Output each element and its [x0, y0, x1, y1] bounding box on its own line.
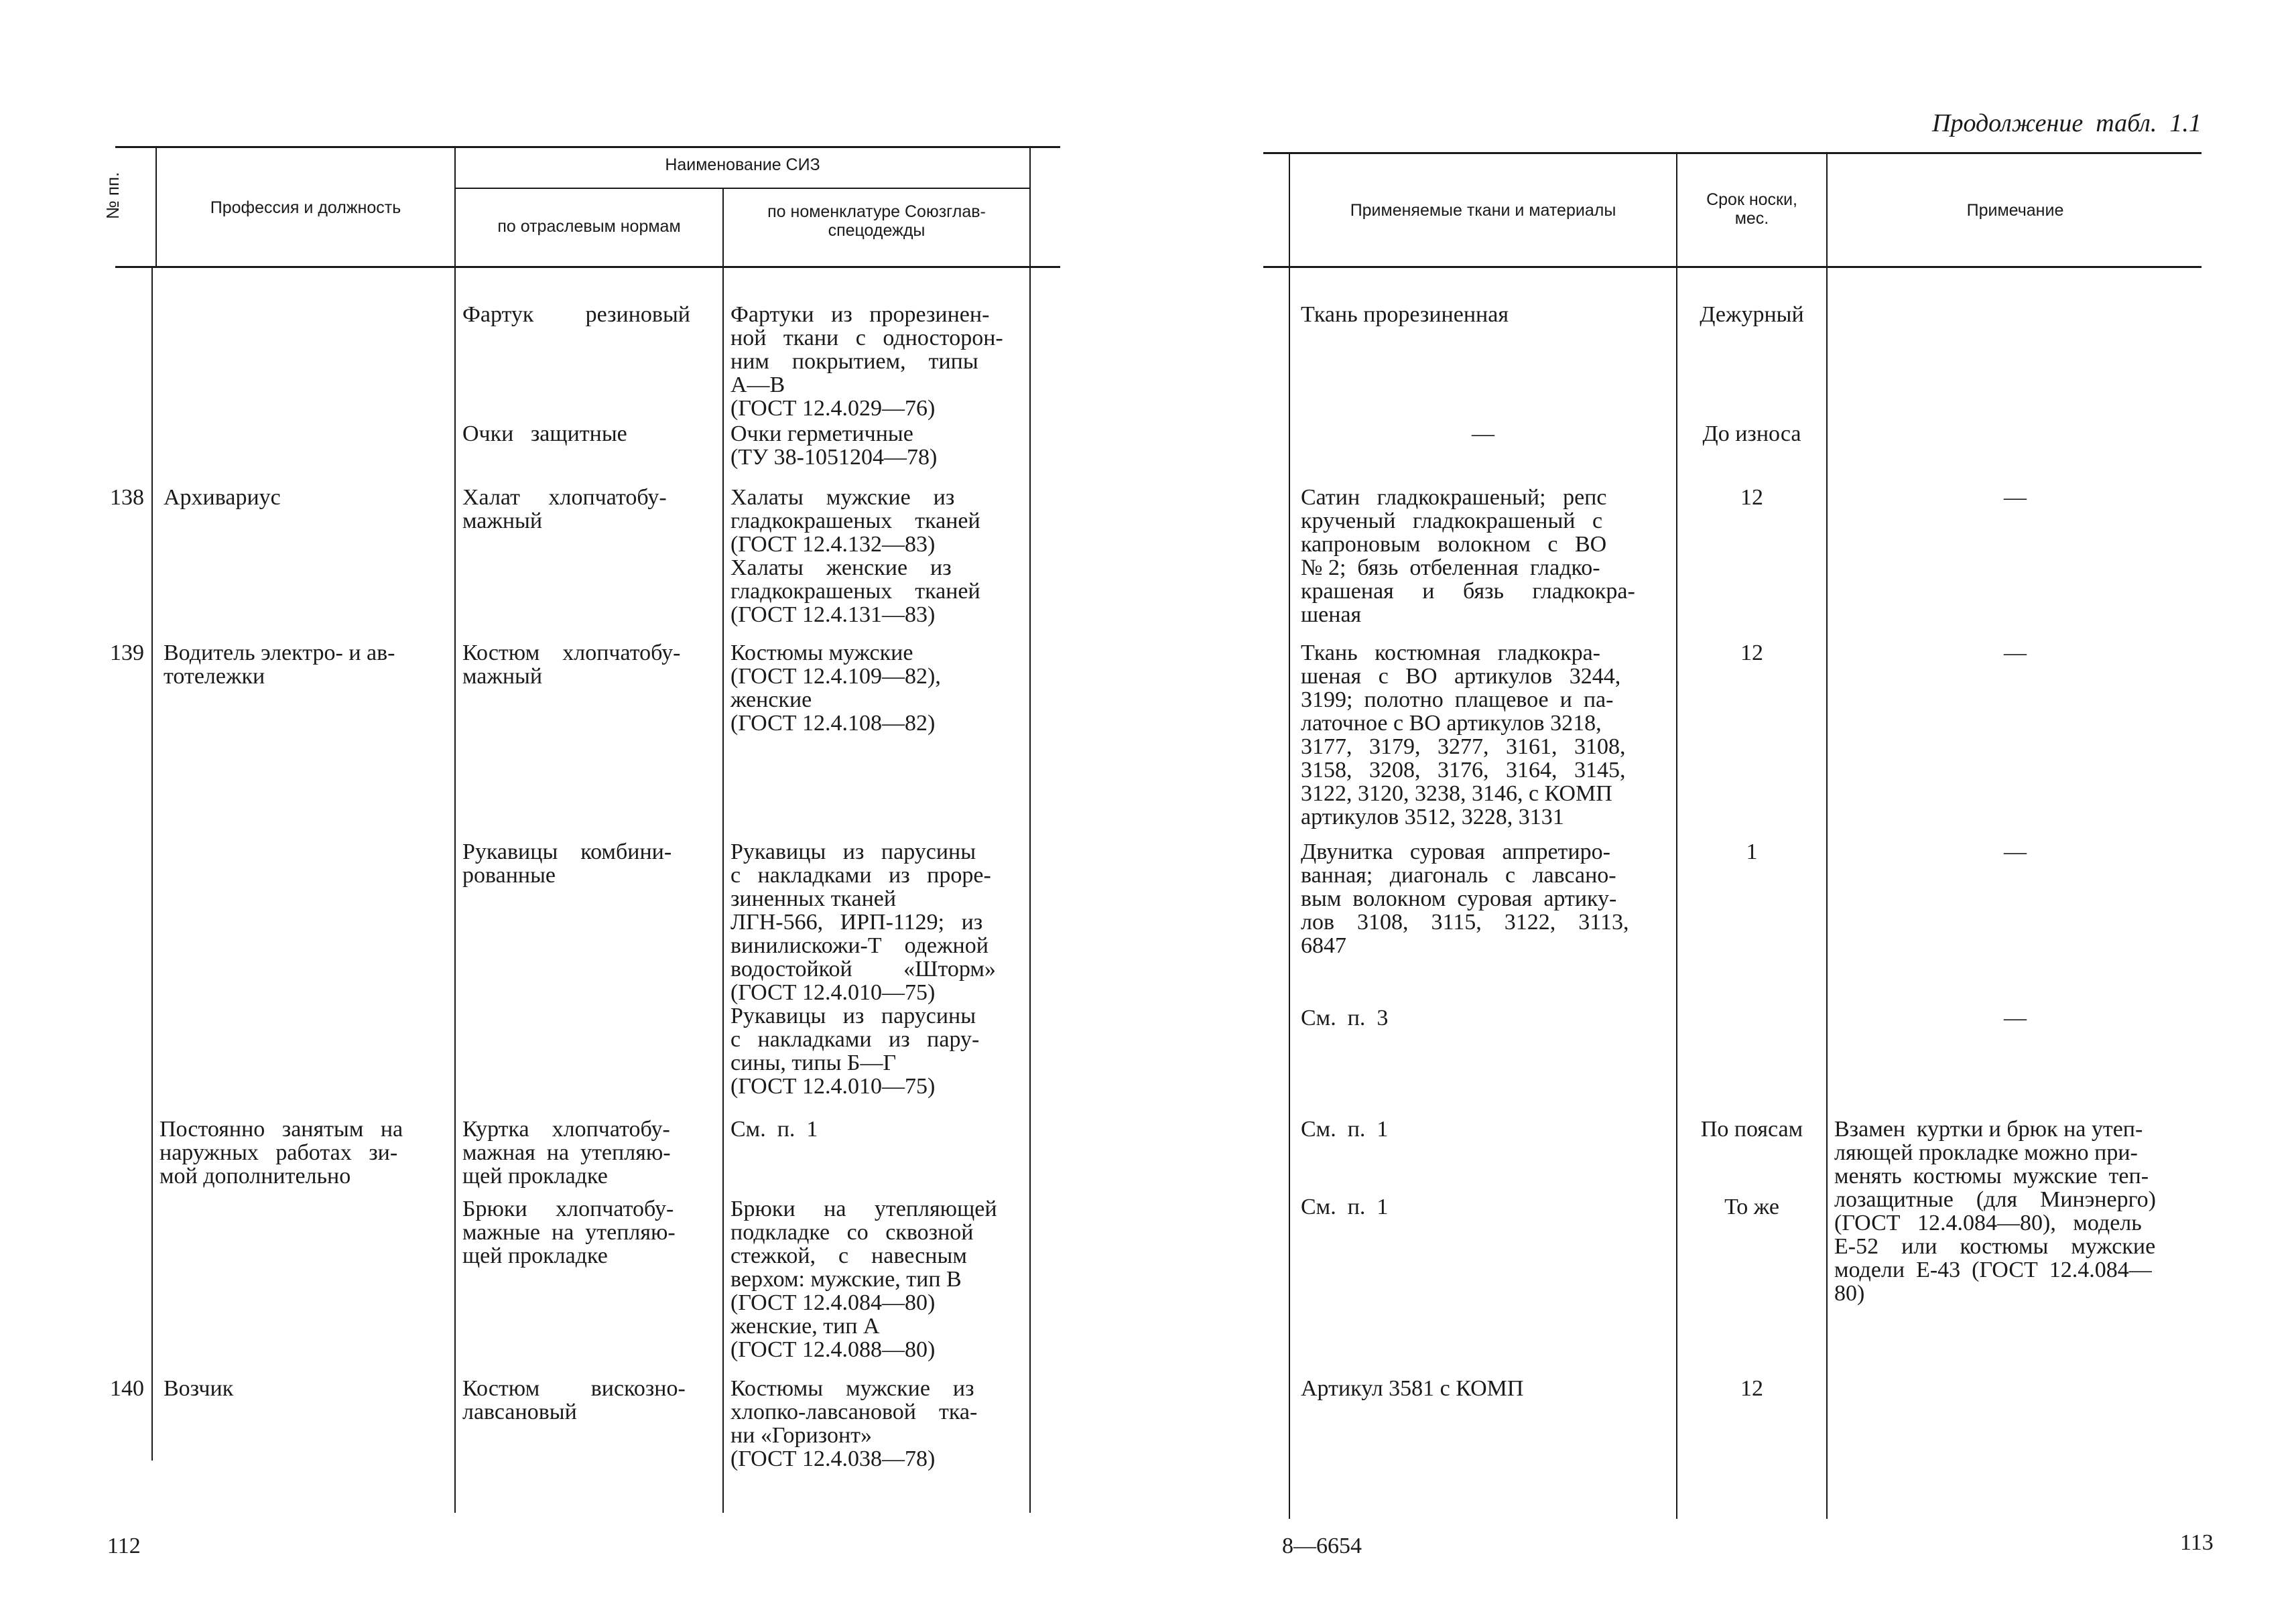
right-page: [1148, 0, 2296, 1622]
cell-industry: Костюм вискозно- лавсановый: [462, 1376, 686, 1424]
header-by-industry: по отраслевым нормам: [497, 217, 681, 236]
cell-profession: Архивариус: [164, 485, 281, 510]
cell-industry: Очки защитные: [462, 421, 627, 446]
cell-materials: Ткань костюмная гладкокра- шеная с ВО артикулов 3244, 3199; полотно плащевое и па- латочное с ВО артикулов 3218, 3177, 3179, 3277, 3161, 3108, 3158, 3208, 3176, 3164, 3145, 3122, 3120, 3238, 3146, с КОМП артикулов 3512, 3228, 3131: [1301, 640, 1626, 829]
cell-term: Дежурный: [1700, 302, 1804, 327]
cell-profession: Возчик: [164, 1376, 234, 1401]
continuation-label: Продолжение табл. 1.1: [1932, 109, 2202, 137]
cell-materials: См. п. 1: [1301, 1195, 1389, 1219]
cell-term: До износа: [1702, 421, 1801, 446]
cell-materials: См. п. 3: [1301, 1006, 1389, 1030]
cell-industry: Костюм хлопчатобу- мажный: [462, 640, 681, 689]
cell-profession: Водитель электро- и ав- тотележки: [164, 640, 395, 689]
subheader-rule: [454, 188, 1031, 189]
header-bottom-rule: [1263, 266, 2202, 268]
page-number: 113: [2180, 1530, 2214, 1555]
header-siz-group: Наименование СИЗ: [665, 155, 820, 174]
cell-materials: Двунитка суровая аппретиро- ванная; диагональ с лавсано- вым волокном суровая артику- лов 3108, 3115, 3122, 3113, 6847: [1301, 839, 1629, 958]
cell-materials: Сатин гладкокрашеный; репс крученый гладкокрашеный с капроновым волокном с ВО № 2; бязь отбеленная гладко- крашеная и бязь гладкокра- шеная: [1301, 485, 1635, 627]
page-number: 112: [107, 1534, 141, 1558]
header-note: Примечание: [1966, 201, 2064, 220]
cell-nomenclature: Халаты мужские из гладкокрашеных тканей (ГОСТ 12.4.132—83) Халаты женские из гладкокрашеных тканей (ГОСТ 12.4.131—83): [730, 485, 980, 627]
col-divider: [454, 146, 456, 1513]
cell-materials: —: [1472, 421, 1494, 446]
cell-term: 12: [1740, 640, 1763, 665]
cell-industry: Куртка хлопчатобу- мажная на утепляю- щей прокладке: [462, 1117, 671, 1189]
cell-profession: Постоянно занятым на наружных работах зи- мой дополнительно: [160, 1117, 403, 1189]
header-num: № пп.: [103, 172, 123, 220]
cell-term: То же: [1724, 1195, 1779, 1219]
cell-term: 12: [1740, 485, 1763, 510]
cell-note: —: [2004, 640, 2027, 665]
cell-note: —: [2004, 485, 2027, 510]
cell-industry: Рукавицы комбини- рованные: [462, 839, 672, 888]
cell-industry: Халат хлопчатобу- мажный: [462, 485, 667, 533]
cell-materials: Ткань прорезиненная: [1301, 302, 1509, 327]
col-divider: [1029, 146, 1031, 1513]
header-term: Срок носки, мес.: [1706, 190, 1797, 228]
col-divider: [722, 188, 724, 1513]
row-number: 138: [110, 485, 144, 510]
col-divider: [1289, 152, 1290, 1519]
cell-nomenclature: Брюки на утепляющей подкладке со сквозной стежкой, с навесным верхом: мужские, тип В (ГОСТ 12.4.084—80) женские, тип А (ГОСТ 12.4.088—80): [730, 1197, 997, 1362]
header-profession: Профессия и должность: [210, 198, 401, 217]
cell-note: Взамен куртки и брюк на утеп- ляющей прокладке можно при- менять костюмы мужские теп- лозащитные (для Минэнерго) (ГОСТ 12.4.084—80), модель Е-52 или костюмы мужские модели Е-43 (ГОСТ 12.4.084— 80): [1834, 1117, 2157, 1306]
header-by-nomenclature: по номенклатуре Союзглав- спецодежды: [767, 202, 986, 240]
row-number: 139: [110, 640, 144, 665]
cell-industry: Брюки хлопчатобу- мажные на утепляю- щей прокладке: [462, 1197, 676, 1268]
cell-nomenclature: Фартуки из прорезинен- ной ткани с односторон- ним покрытием, типы А—В (ГОСТ 12.4.029—76): [730, 302, 1003, 421]
cell-note: —: [2004, 839, 2027, 864]
cell-term: По поясам: [1700, 1117, 1803, 1142]
cell-nomenclature: Очки герметичные (ТУ 38-1051204—78): [730, 421, 938, 470]
header-materials: Применяемые ткани и материалы: [1350, 201, 1616, 220]
cell-nomenclature: Рукавицы из парусины с накладками из проре- зиненных тканей ЛГН-566, ИРП-1129; из винилискожи-Т одежной водостойкой «Шторм» (ГОСТ 12.4.010—75) Рукавицы из парусины с накладками из пару- сины, типы Б—Г (ГОСТ 12.4.010—75): [730, 839, 996, 1099]
table-top-rule: [115, 146, 1060, 148]
cell-nomenclature: См. п. 1: [730, 1117, 818, 1142]
header-bottom-rule: [115, 266, 1060, 268]
col-divider: [155, 146, 157, 266]
cell-materials: Артикул 3581 с КОМП: [1301, 1376, 1524, 1401]
col-divider: [1676, 152, 1677, 1519]
cell-materials: См. п. 1: [1301, 1117, 1389, 1142]
cell-nomenclature: Костюмы мужские (ГОСТ 12.4.109—82), женские (ГОСТ 12.4.108—82): [730, 640, 941, 736]
table-top-rule: [1263, 152, 2202, 154]
cell-note: —: [2004, 1006, 2027, 1030]
row-number: 140: [110, 1376, 144, 1401]
signature-mark: 8—6654: [1282, 1534, 1362, 1558]
cell-nomenclature: Костюмы мужские из хлопко-лавсановой тка- ни «Горизонт» (ГОСТ 12.4.038—78): [730, 1376, 978, 1471]
cell-term: 12: [1740, 1376, 1763, 1401]
col-divider: [1826, 152, 1828, 1519]
cell-industry: Фартук резиновый: [462, 302, 690, 327]
col-divider: [151, 268, 153, 1461]
cell-term: 1: [1746, 839, 1758, 864]
